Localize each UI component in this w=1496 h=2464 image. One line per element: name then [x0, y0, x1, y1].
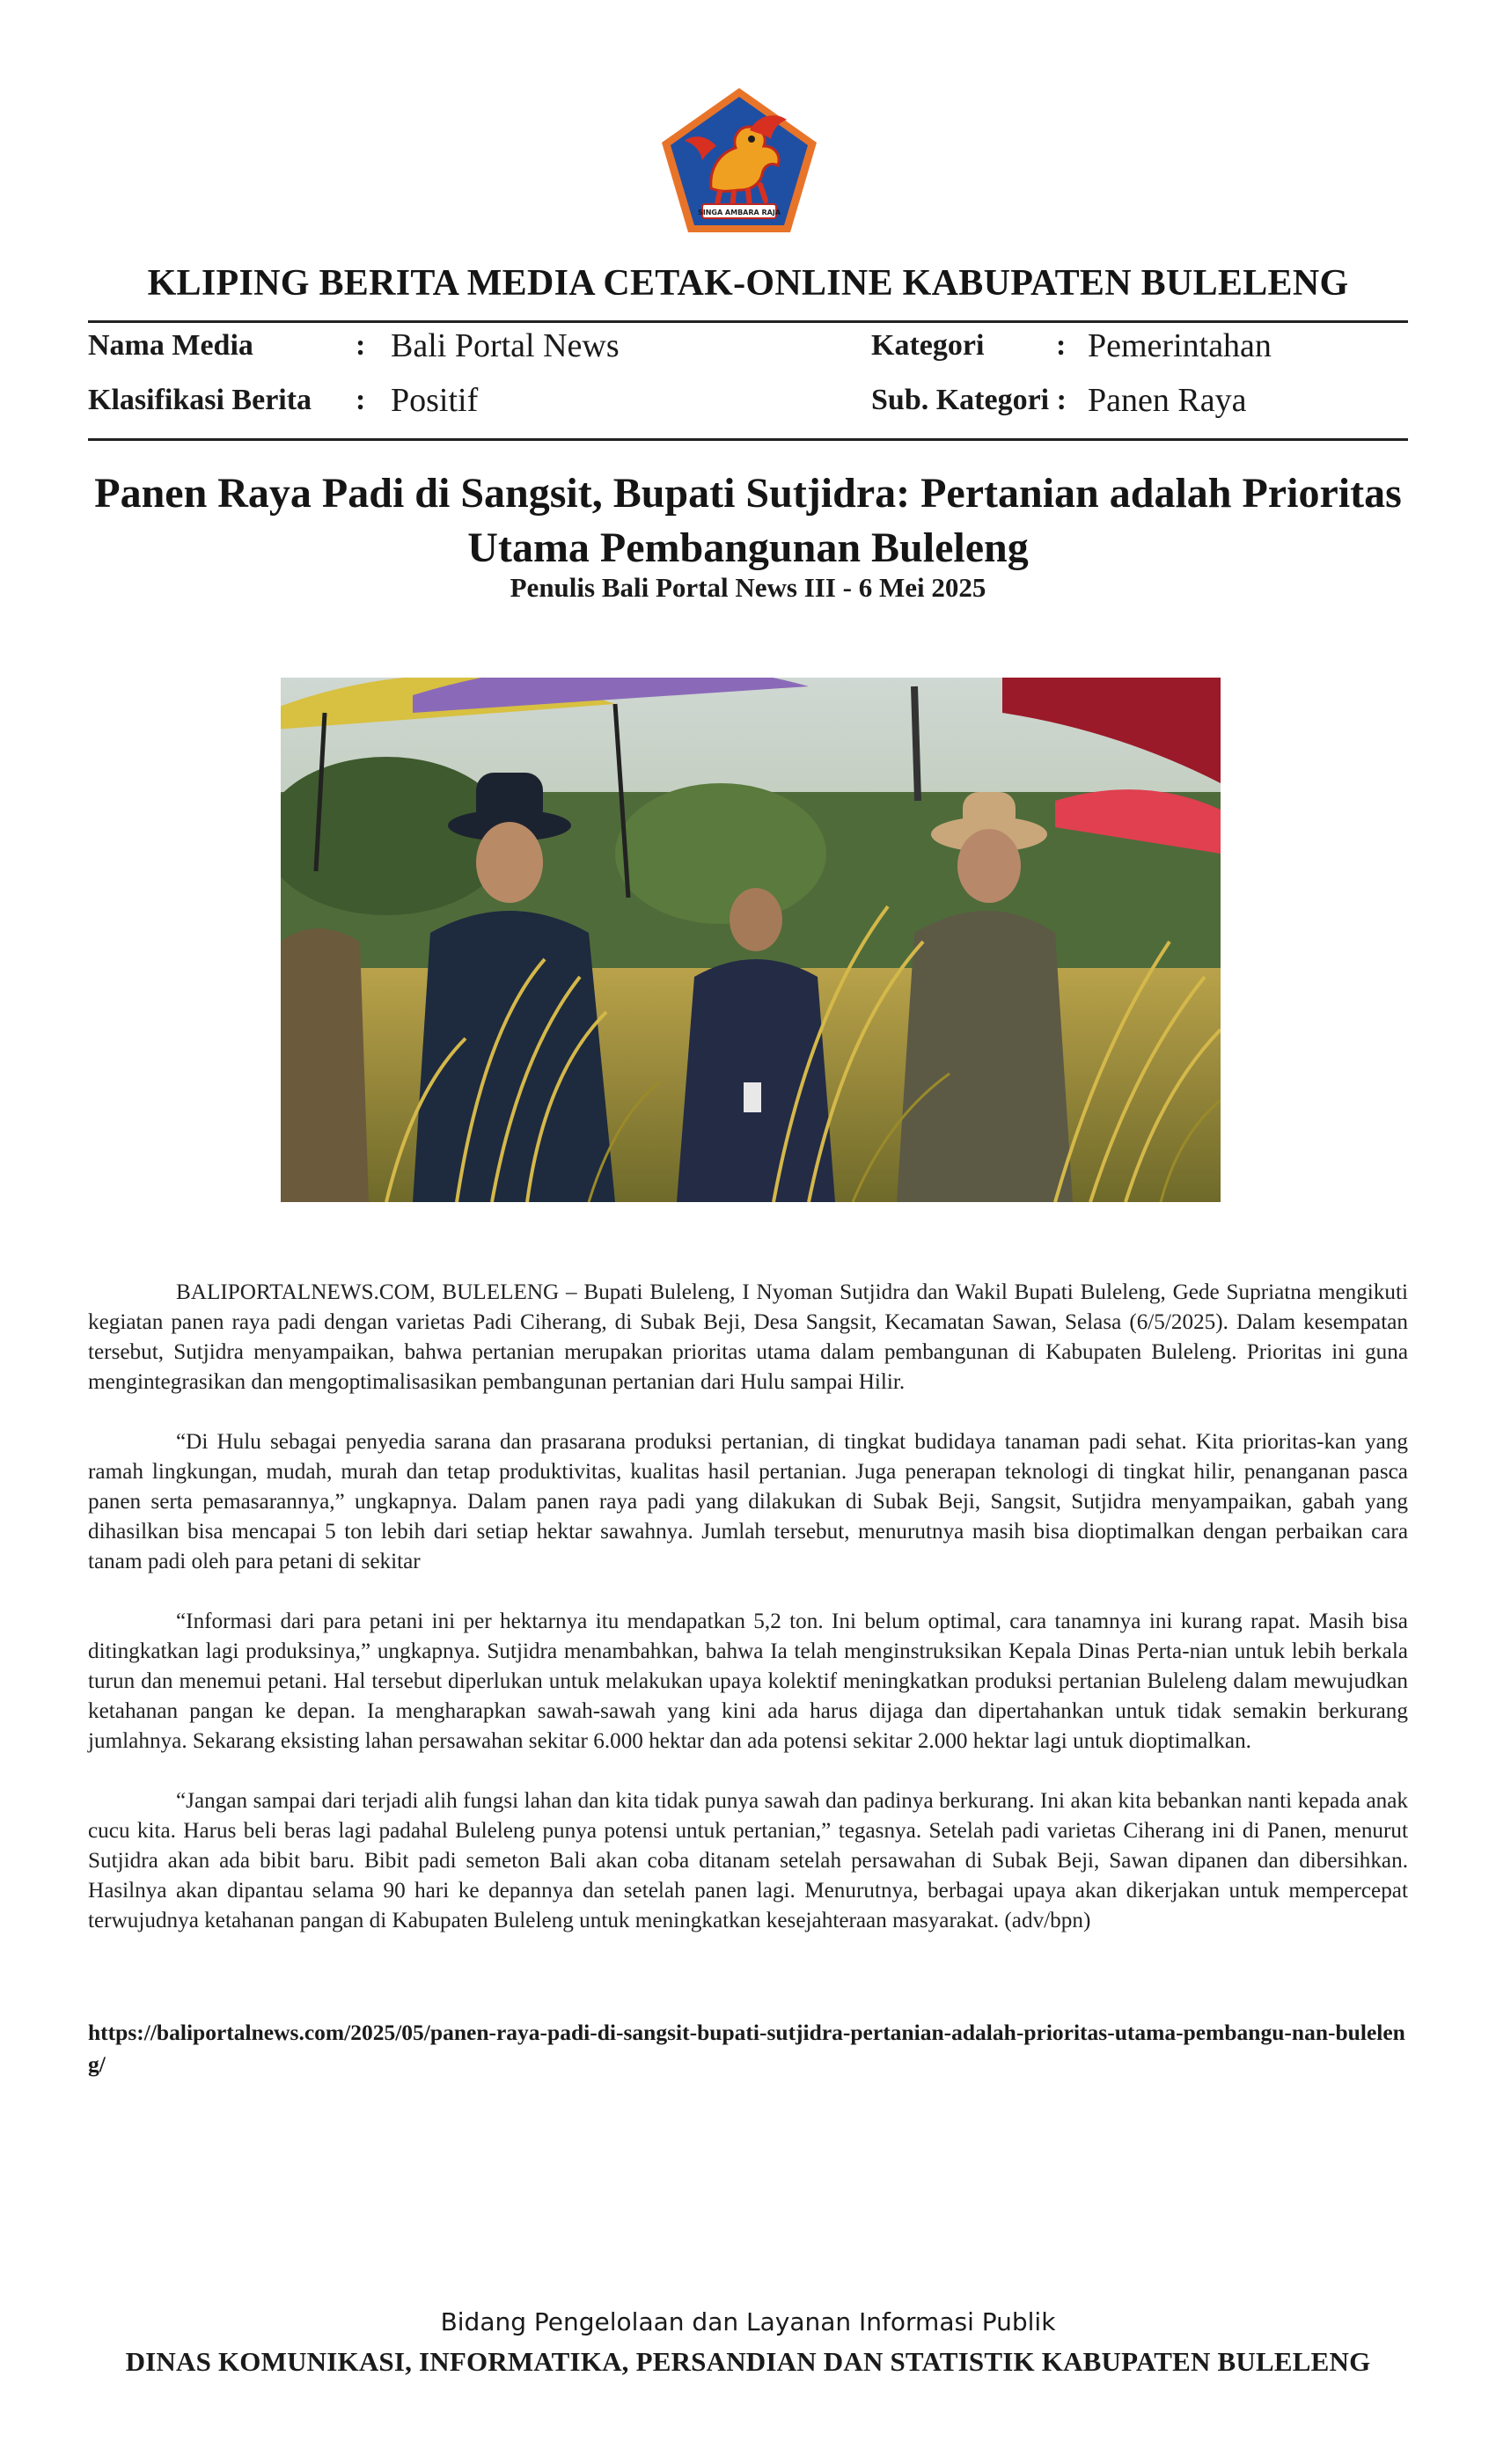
nama-media-value: Bali Portal News: [391, 327, 620, 364]
header-divider-bottom: [88, 438, 1408, 441]
crest-motto-text: SINGA AMBARA RAJA: [697, 209, 781, 216]
clipping-header-title: KLIPING BERITA MEDIA CETAK-ONLINE KABUPATEN BULELENG: [147, 263, 1349, 304]
article-body: [88, 1278, 1408, 1966]
klasifikasi-value: Positif: [391, 382, 479, 419]
meta-row-classification: [88, 384, 1408, 424]
header-divider-top: [88, 320, 1408, 323]
footer-department: Bidang Pengelolaan dan Layanan Informasi Publik: [440, 2307, 1056, 2336]
kategori-value: Pemerintahan: [1088, 327, 1272, 364]
kategori-label: Kategori: [871, 329, 985, 362]
article-photo: [281, 678, 1221, 1202]
article-paragraph: “Di Hulu sebagai penyedia sarana dan prasarana produksi pertanian, di tingkat budidaya tanaman padi sehat. Kita prioritas-kan yang ramah lingkungan, mudah, murah dan tetap produktivitas, kualitas hasil pertanian. Juga penerapan teknologi di tingkat hilir, penanganan pasca panen serta pemasarannya,” ungkapnya. Dalam panen raya padi yang dilakukan di Subak Beji, Sangsit, Sutjidra menyampaikan, gabah yang dihasilkan bisa mencapai 5 ton lebih dari setiap hektar sawahnya. Jumlah tersebut, menurutnya masih bisa dioptimalkan dengan perbaikan cara tanam padi oleh para petani di sekitar: [88, 1430, 1408, 1573]
regency-crest-icon: [658, 84, 820, 236]
footer-office: DINAS KOMUNIKASI, INFORMATIKA, PERSANDIAN DAN STATISTIK KABUPATEN BULELENG: [125, 2346, 1371, 2377]
klasifikasi-colon: :: [356, 384, 366, 416]
article-headline: Panen Raya Padi di Sangsit, Bupati Sutjidra: Pertanian adalah Prioritas Utama Pembangunan Buleleng: [94, 470, 1402, 571]
sub-kategori-label: Sub. Kategori :: [871, 384, 1067, 416]
regency-crest-logo: [658, 84, 820, 236]
harvest-photo-illustration: [281, 678, 1221, 1202]
article-paragraph: “Informasi dari para petani ini per hektarnya itu mendapatkan 5,2 ton. Ini belum optimal, cara tanamnya ini kurang rapat. Masih bisa ditingkatkan lagi produksinya,” ungkapnya. Sutjidra menambahkan, bahwa Ia telah menginstruksikan Kepala Dinas Perta-nian untuk lebih berkala turun dan menemui petani. Hal tersebut diperlukan untuk melakukan upaya kolektif meningkatkan produksi pertanian Buleleng dalam mewujudkan ketahanan pangan ke depan. Ia mengharapkan sawah-sawah yang kini ada harus dijaga dan dipertahankan untuk tidak semakin berkurang jumlahnya. Sekarang eksisting lahan persawahan sekitar 6.000 hektar dan ada potensi sekitar 2.000 hektar lagi untuk dioptimalkan.: [88, 1610, 1408, 1753]
article-paragraph: BALIPORTALNEWS.COM, BULELENG – Bupati Buleleng, I Nyoman Sutjidra dan Wakil Bupati Buleleng, Gede Supriatna mengikuti kegiatan panen raya padi dengan varietas Padi Ciherang, di Subak Beji, Desa Sangsit, Kecamatan Sawan, Selasa (6/5/2025). Dalam kesempatan tersebut, Sutjidra menyampaikan, bahwa pertanian merupakan prioritas utama dalam pembangunan di Kabupaten Buleleng. Prioritas ini guna mengintegrasikan dan mengoptimalisasikan pembangunan pertanian dari Hulu sampai Hilir.: [88, 1280, 1408, 1394]
kategori-colon: :: [1056, 329, 1067, 362]
meta-row-media: [88, 329, 1408, 370]
source-url-link[interactable]: https://baliportalnews.com/2025/05/panen-raya-padi-di-sangsit-bupati-sutjidra-pertanian-adalah-prioritas-utama-pembangu-nan-buleleng/: [88, 2020, 1405, 2077]
nama-media-label: Nama Media: [88, 329, 253, 362]
article-paragraph: “Jangan sampai dari terjadi alih fungsi lahan dan kita tidak punya sawah dan padinya berkurang. Ini akan kita bebankan nanti kepada anak cucu kita. Harus beli beras lagi padahal Buleleng punya potensi untuk pertanian,” tegasnya. Setelah padi varietas Ciherang ini di Panen, menurut Sutjidra akan ada bibit baru. Bibit padi semeton Bali akan coba ditanam setelah persawahan di Subak Beji, Sawan dipanen dan dibersihkan. Hasilnya akan dipantau selama 90 hari ke depannya dan setelah panen lagi. Menurutnya, berbagai upaya akan dikerjakan untuk mempercepat terwujudnya ketahanan pangan di Kabupaten Buleleng untuk meningkatkan kesejahteraan masyarakat. (adv/bpn): [88, 1789, 1408, 1932]
sub-kategori-value: Panen Raya: [1088, 382, 1247, 419]
nama-media-colon: :: [356, 329, 366, 362]
klasifikasi-label: Klasifikasi Berita: [88, 384, 312, 416]
article-byline: Penulis Bali Portal News III - 6 Mei 2025: [510, 572, 986, 603]
